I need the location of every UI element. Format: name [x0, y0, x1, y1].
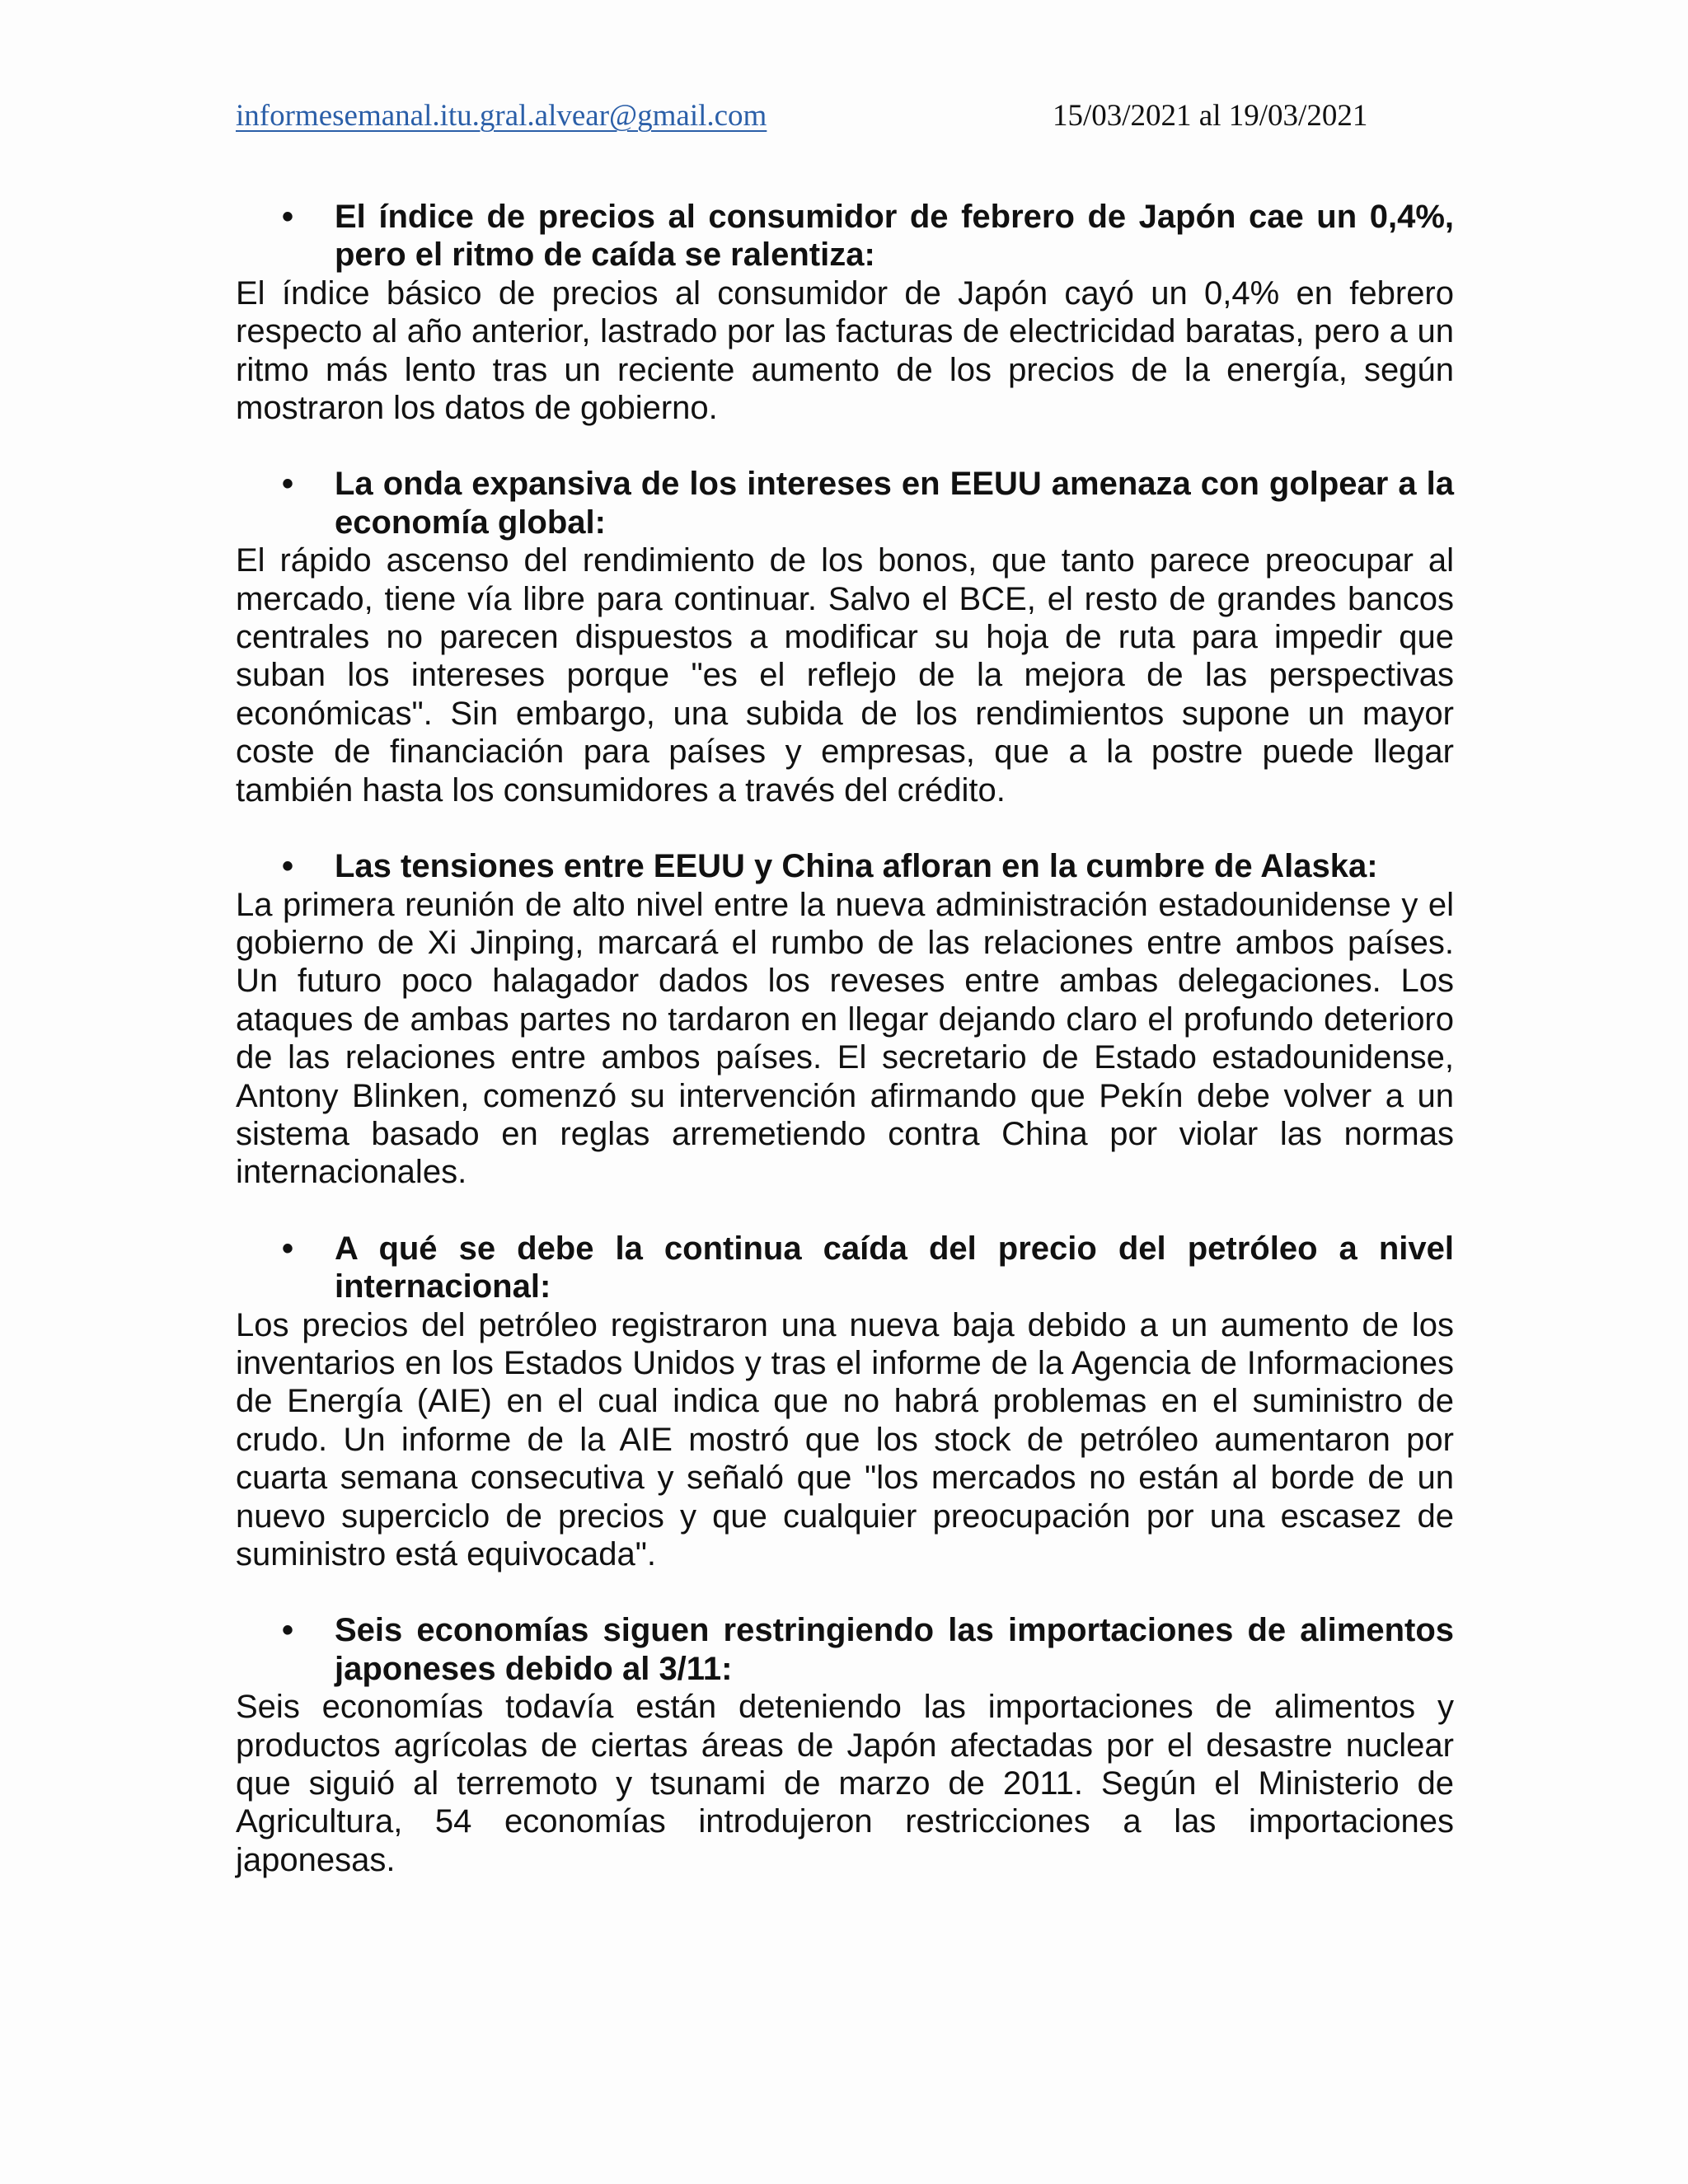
news-body: Los precios del petróleo registraron una nueva baja debido a un aumento de los inventarios en los Estados Unidos y tras el informe de la Agencia de Informaciones de Energía (AIE) en el cual indica que no habrá problemas en el suministro de crudo. Un informe de la AIE mostró que los stock de petróleo aumentaron por cuarta semana consecutiva y señaló que "los mercados no están al borde de un nuevo superciclo de precios y que cualquier preocupación por una escasez de suministro está equivocada".: [236, 1306, 1454, 1572]
news-heading: [236, 465, 1454, 541]
news-item: [236, 198, 1454, 427]
news-heading-text: Seis economías siguen restringiendo las importaciones de alimentos japoneses debido al 3/11:: [335, 1612, 1454, 1687]
news-item: [236, 1230, 1454, 1574]
news-item: [236, 465, 1454, 809]
news-heading-text: La onda expansiva de los intereses en EEUU amenaza con golpear a la economía global:: [335, 466, 1454, 541]
news-body: El índice básico de precios al consumidor de Japón cayó un 0,4% en febrero respecto al año anterior, lastrado por las facturas de electricidad baratas, pero a un ritmo más lento tras un reciente aumento de los precios de la energía, según mostraron los datos de gobierno.: [236, 274, 1454, 427]
news-heading-text: El índice de precios al consumidor de febrero de Japón cae un 0,4%, pero el ritmo de caída se ralentiza:: [335, 199, 1454, 274]
page-header: [236, 96, 1390, 137]
bullet-icon: •: [282, 848, 294, 885]
bullet-icon: •: [282, 1612, 294, 1649]
bullet-icon: •: [282, 466, 294, 503]
news-heading: [236, 847, 1454, 885]
news-heading: [236, 198, 1454, 274]
date-range: 15/03/2021 al 19/03/2021: [1053, 99, 1368, 133]
news-heading-text: A qué se debe la continua caída del precio del petróleo a nivel internacional:: [335, 1230, 1454, 1305]
news-body: La primera reunión de alto nivel entre la nueva administración estadounidense y el gobierno de Xi Jinping, marcará el rumbo de las relaciones entre ambos países. Un futuro poco halagador dados los reveses entre ambas delegaciones. Los ataques de ambas partes no tardaron en llegar dejando claro el profundo deterioro de las relaciones entre ambos países. El secretario de Estado estadounidense, Antony Blinken, comenzó su intervención afirmando que Pekín debe volver a un sistema basado en reglas arremetiendo contra China por violar las normas internacionales.: [236, 886, 1454, 1191]
news-heading: [236, 1230, 1454, 1306]
news-heading-text: Las tensiones entre EEUU y China afloran en la cumbre de Alaska:: [335, 848, 1378, 885]
news-heading: [236, 1611, 1454, 1688]
news-list: [236, 198, 1454, 1917]
bullet-icon: •: [282, 199, 294, 235]
email-link[interactable]: informesemanal.itu.gral.alvear@gmail.com: [236, 99, 767, 133]
news-item: [236, 847, 1454, 1192]
bullet-icon: •: [282, 1230, 294, 1267]
news-item: [236, 1611, 1454, 1879]
news-body: El rápido ascenso del rendimiento de los bonos, que tanto parece preocupar al mercado, tiene vía libre para continuar. Salvo el BCE, el resto de grandes bancos centrales no parecen dispuestos a modificar su hoja de ruta para impedir que suban los intereses porque "es el reflejo de la mejora de las perspectivas económicas". Sin embargo, una subida de los rendimientos supone un mayor coste de financiación para países y empresas, que a la postre puede llegar también hasta los consumidores a través del crédito.: [236, 542, 1454, 808]
news-body: Seis economías todavía están deteniendo las importaciones de alimentos y productos agrícolas de ciertas áreas de Japón afectadas por el desastre nuclear que siguió al terremoto y tsunami de marzo de 2011. Según el Ministerio de Agricultura, 54 economías introdujeron restricciones a las importaciones japonesas.: [236, 1689, 1454, 1878]
